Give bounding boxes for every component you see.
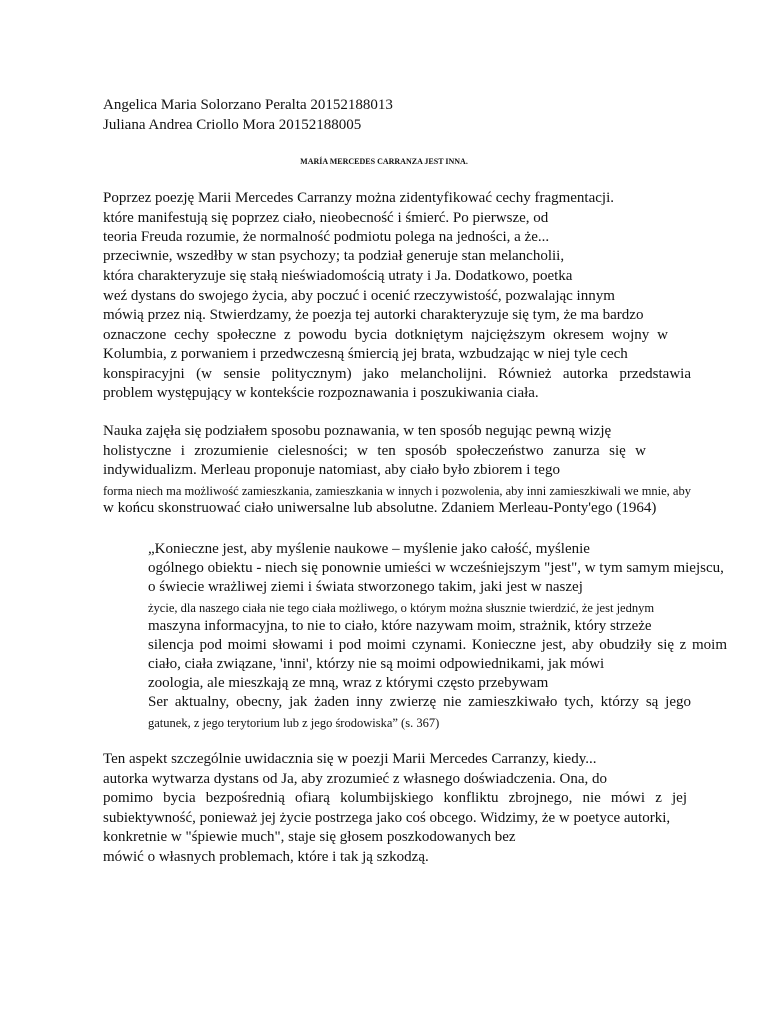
paragraph-line: przeciwnie, wszedłby w stan psychozy; ta podział generuje stan melancholii, — [103, 248, 565, 264]
paragraph-line: subiektywność, ponieważ jej życie postrzega jako coś obcego. Widzimy, że w poetyce autorki, — [103, 810, 671, 826]
quote-line: ciało, ciała związane, 'inni', którzy nie są moimi odpowiednikami, jak mówi — [148, 656, 605, 672]
document-title: MARÍA MERCEDES CARRANZA JEST INNA. — [300, 157, 468, 166]
paragraph-line: Nauka zajęła się podziałem sposobu poznawania, w ten sposób negując pewną wizję — [103, 423, 612, 439]
author-line-1: Angelica Maria Solorzano Peralta 20152188013 — [103, 97, 393, 113]
paragraph-line: forma niech ma możliwość zamieszkania, zamieszkania w innych i pozwolenia, aby inni zamieszkiwali we mnie, aby — [103, 484, 691, 498]
paragraph-line: Poprzez poezję Marii Mercedes Carranzy można zidentyfikować cechy fragmentacji. — [103, 190, 615, 206]
paragraph-line: Ten aspekt szczególnie uwidacznia się w poezji Marii Mercedes Carranzy, kiedy... — [103, 751, 597, 767]
paragraph-line: konspiracyjni (w sensie politycznym) jako melancholijni. Również autorka przedstawia — [103, 366, 691, 382]
quote-line: silencja pod moimi słowami i pod moimi czynami. Konieczne jest, aby obudziły się z moim — [148, 637, 727, 653]
paragraph-line: weź dystans do swojego życia, aby poczuć i ocenić rzeczywistość, pozwalając innym — [103, 288, 615, 304]
paragraph-line: holistyczne i zrozumienie cielesności; w ten sposób społeczeństwo zanurza się w — [103, 443, 646, 459]
paragraph-line: oznaczone cechy społeczne z powodu bycia dotkniętym najcięższym okresem wojny w — [103, 327, 668, 343]
paragraph-line: autorka wytwarza dystans od Ja, aby zrozumieć z własnego doświadczenia. Ona, do — [103, 771, 607, 787]
paragraph-line: problem występujący w kontekście rozpoznawania i poszukiwania ciała. — [103, 385, 539, 401]
paragraph-line: teoria Freuda rozumie, że normalność podmiotu polega na jedności, a że... — [103, 229, 550, 245]
quote-line: życie, dla naszego ciała nie tego ciała możliwego, o którym można słusznie twierdzić, że jest jednym — [148, 601, 655, 615]
author-line-2: Juliana Andrea Criollo Mora 20152188005 — [103, 117, 362, 133]
quote-line: Ser aktualny, obecny, jak żaden inny zwierzę nie zamieszkiwało tych, którzy są jego — [148, 694, 691, 710]
paragraph-line: mówić o własnych problemach, które i tak ją szkodzą. — [103, 849, 429, 865]
paragraph-line: które manifestują się poprzez ciało, nieobecność i śmierć. Po pierwsze, od — [103, 210, 549, 226]
paragraph-line: indywidualizm. Merleau proponuje natomiast, aby ciało było zbiorem i tego — [103, 462, 560, 478]
paragraph-line: konkretnie w "śpiewie much", staje się głosem poszkodowanych bez — [103, 829, 516, 845]
quote-line: ogólnego obiektu - niech się ponownie umieści w wcześniejszym "jest", w tym samym miejscu, — [148, 560, 724, 576]
quote-line: gatunek, z jego terytorium lub z jego środowiska” (s. 367) — [148, 716, 440, 730]
paragraph-line: mówią przez nią. Stwierdzamy, że poezja tej autorki charakteryzuje się tym, że ma bardzo — [103, 307, 644, 323]
quote-line: o świecie wrażliwej ziemi i świata stworzonego takim, jaki jest w naszej — [148, 579, 583, 595]
paragraph-line: pomimo bycia bezpośrednią ofiarą kolumbijskiego konfliktu zbrojnego, nie mówi z jej — [103, 790, 687, 806]
quote-line: zoologia, ale mieszkają ze mną, wraz z którymi często przebywam — [148, 675, 549, 691]
quote-line: maszyna informacyjna, to nie to ciało, które nazywam moim, strażnik, który strzeże — [148, 618, 652, 634]
paragraph-line: w końcu skonstruować ciało uniwersalne lub absolutne. Zdaniem Merleau-Ponty'ego (1964) — [103, 500, 657, 516]
paragraph-line: Kolumbia, z porwaniem i przedwczesną śmiercią jej brata, wzbudzając w niej tyle cech — [103, 346, 628, 362]
quote-line: „Konieczne jest, aby myślenie naukowe – myślenie jako całość, myślenie — [148, 541, 590, 557]
paragraph-line: która charakteryzuje się stałą nieświadomością utraty i Ja. Dodatkowo, poetka — [103, 268, 573, 284]
